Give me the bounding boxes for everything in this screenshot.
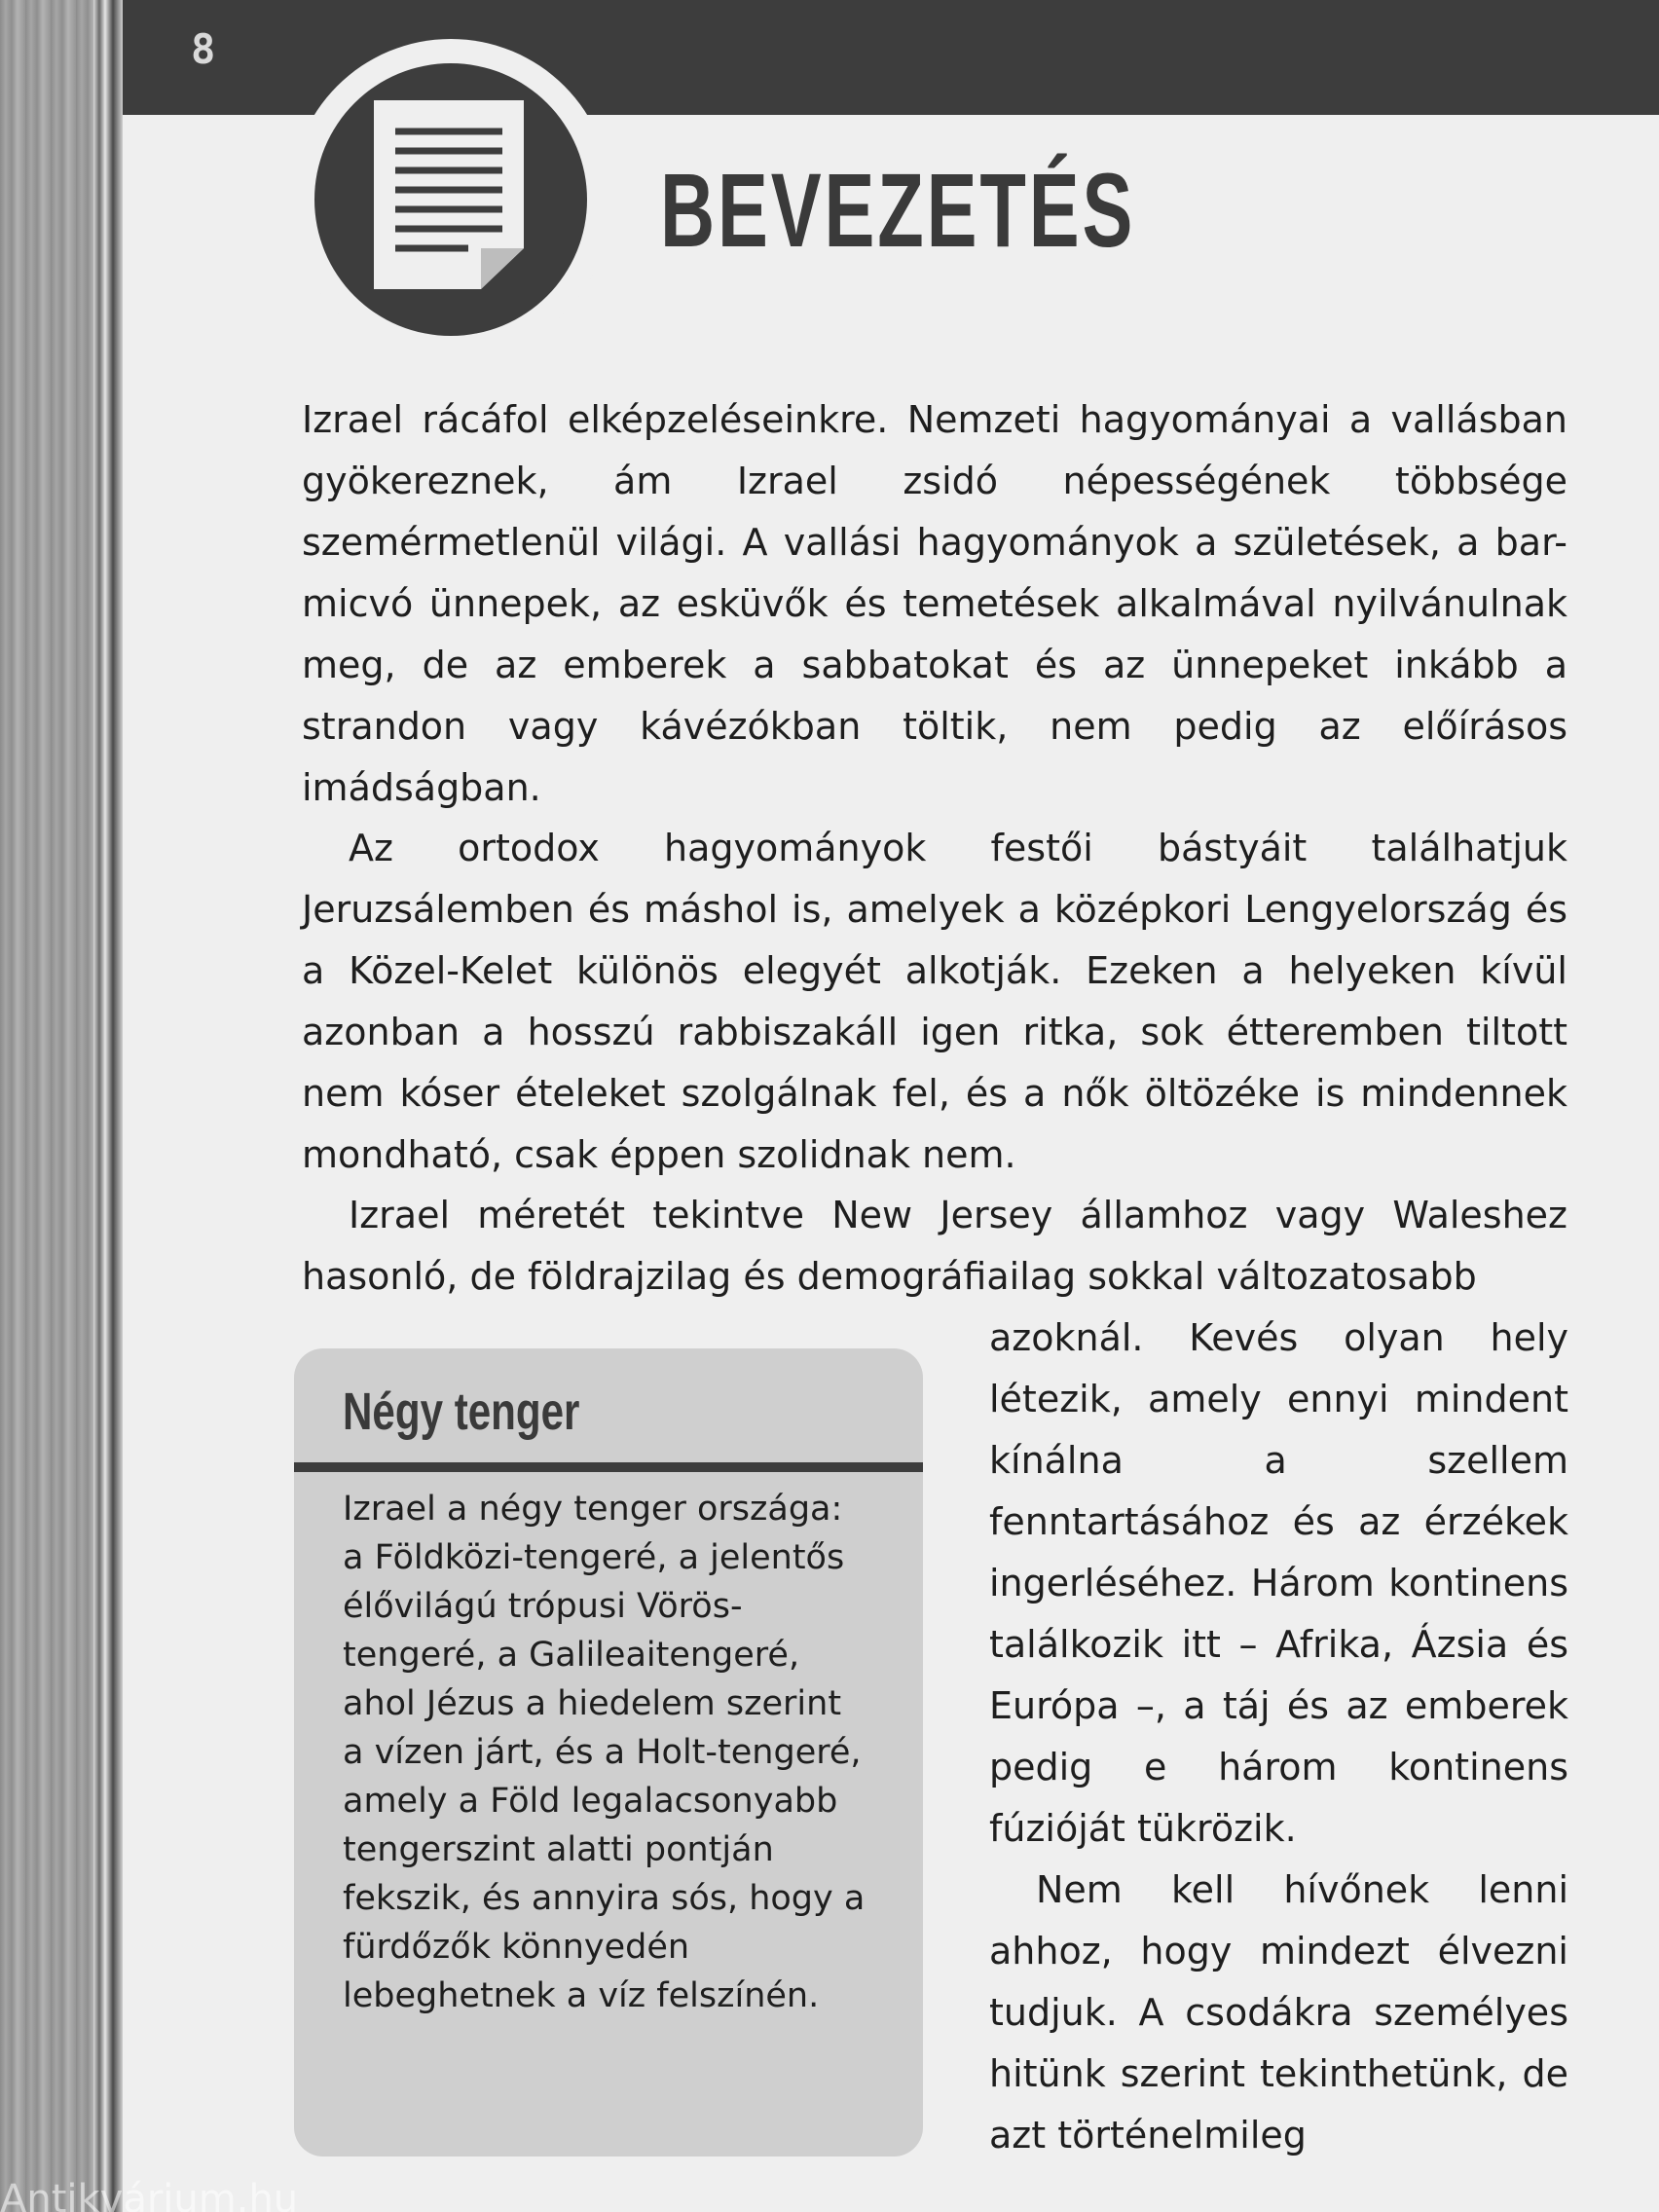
body-paragraph: Izrael méretét tekintve New Jersey államhoz vagy Waleshez hasonló, de földrajzilag és demográfiailag sokkal változatosabb xyxy=(302,1194,1567,1298)
watermark: Antikvárium.hu xyxy=(0,2177,299,2212)
column-paragraph: Nem kell hívőnek lenni ahhoz, hogy mindezt élvezni tudjuk. A csodákra személyes hitünk szerint tekinthetünk, de azt történelmileg xyxy=(989,1868,1568,2157)
document-icon xyxy=(366,92,532,297)
sidebar-text: Izrael a négy tenger országa: a Földközi-tengeré, a jelentős élővilágú trópusi Vörös-tengeré, a Galileaitengeré, ahol Jézus a hiedelem szerint a vízen járt, és a Holt-tengeré, amely a Föld legalacsonyabb tengerszint alatti pontján fekszik, és annyira sós, hogy a fürdőzők könnyedén lebeghetnek a víz felszínén. xyxy=(343,1490,866,2015)
column-paragraph: azoknál. Kevés olyan hely létezik, amely ennyi mindent kínálna a szellem fenntartásához és az érzékek ingerléséhez. Három kontinens találkozik itt – Afrika, Ázsia és Európa –, a táj és az emberek pedig e három kontinens fúzióját tükrözik. xyxy=(989,1316,1568,1850)
chapter-title: BEVEZETÉS xyxy=(660,151,1136,269)
sidebar-box xyxy=(294,1348,923,2157)
page-number: 8 xyxy=(191,25,216,73)
sidebar-divider xyxy=(294,1462,923,1472)
body-paragraph: Az ortodox hagyományok festői bástyáit találhatjuk Jeruzsálemben és máshol is, amelyek a középkori Lengyelország és a Közel-Kelet különös elegyét alkotják. Ezeken a helyeken kívül azonban a hosszú rabbiszakáll igen ritka, sok étteremben tiltott nem kóser ételeket szolgálnak fel, és a nők öltözéke is mindennek mondható, csak éppen szolidnak nem. xyxy=(302,827,1567,1176)
body-paragraph: Izrael rácáfol elképzeléseinkre. Nemzeti hagyományai a vallásban gyökereznek, ám Izrael zsidó népességének többsége szemérmetlenül világi. A vallási hagyományok a születések, a bar-micvó ünnepek, az esküvők és temetések alkalmával nyilvánulnak meg, de az emberek a sabbatokat és az ünnepeket inkább a strandon vagy kávézókban töltik, nem pedig az előírásos imádságban. xyxy=(302,398,1567,809)
book-page xyxy=(123,0,1659,2212)
book-spine xyxy=(93,0,123,2212)
sidebar-title: Négy tenger xyxy=(343,1382,580,1441)
